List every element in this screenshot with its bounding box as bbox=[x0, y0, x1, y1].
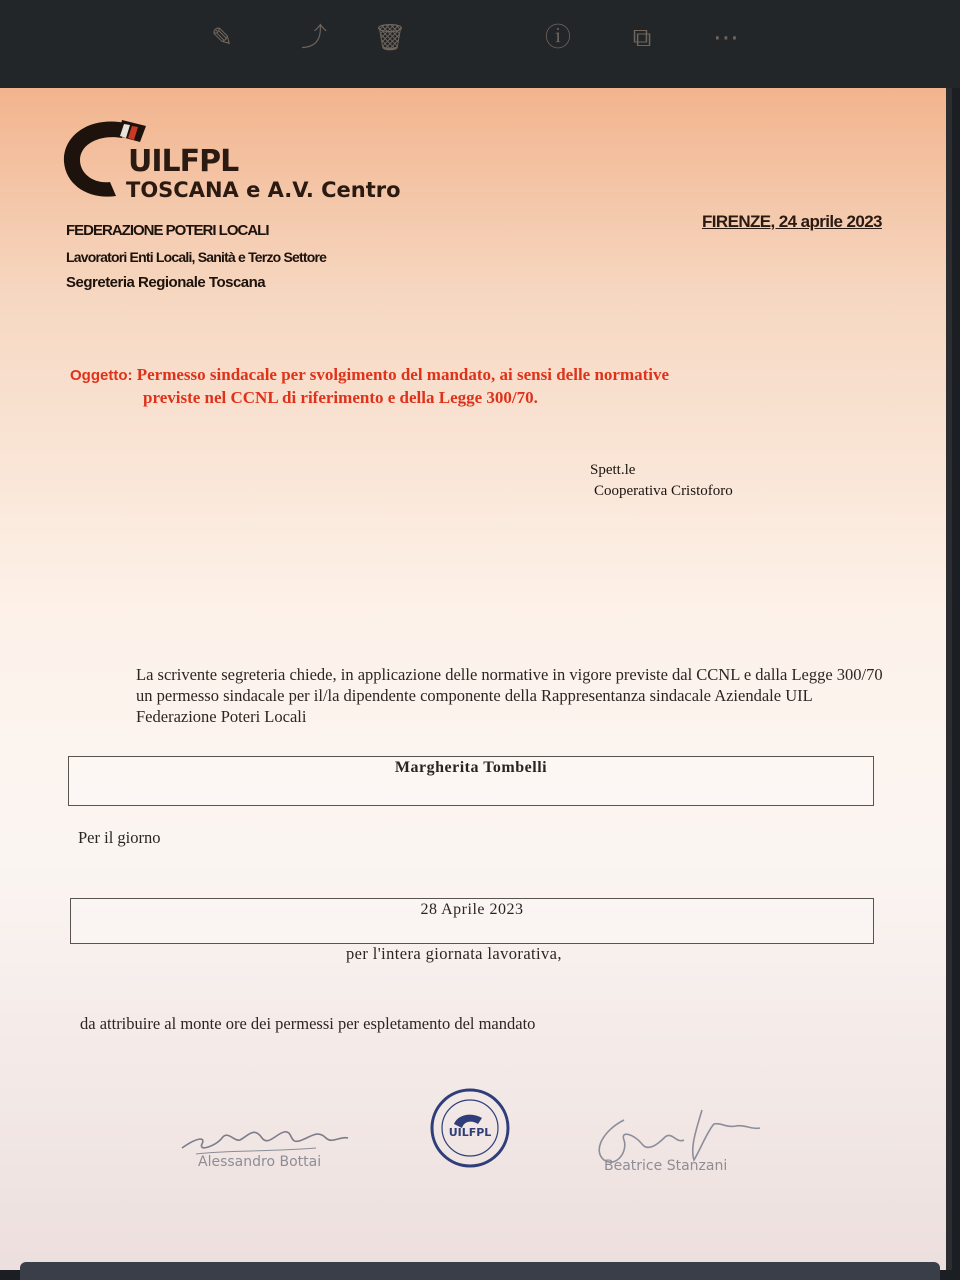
left-signer-name: Alessandro Bottai bbox=[198, 1154, 322, 1170]
letter-date: FIRENZE, 24 aprile 2023 bbox=[702, 212, 882, 231]
attribution-text: da attribuire al monte ore dei permessi per espletamento del mandato bbox=[80, 1014, 536, 1033]
full-day-text: per l'intera giornata lavorativa, bbox=[346, 944, 562, 963]
subject-label: Oggetto: bbox=[70, 367, 133, 384]
federation-secretariat: Segreteria Regionale Toscana bbox=[66, 274, 266, 291]
recipient-name: Cooperativa Cristoforo bbox=[594, 483, 733, 499]
edit-icon[interactable]: ✎ bbox=[211, 23, 233, 53]
employee-name-box bbox=[68, 756, 874, 806]
permit-date: 28 Aprile 2023 bbox=[420, 901, 524, 918]
recipient-salutation: Spett.le bbox=[590, 462, 636, 478]
share-icon[interactable]: ⤴ bbox=[300, 23, 327, 53]
federation-workers: Lavoratori Enti Locali, Sanità e Terzo Settore bbox=[66, 249, 327, 265]
federation-block bbox=[66, 218, 326, 296]
subject-line-1: Permesso sindacale per svolgimento del mandato, ai sensi delle normative bbox=[136, 365, 670, 384]
logo-text: UILFPL bbox=[128, 144, 239, 179]
logo-region: TOSCANA e A.V. Centro bbox=[126, 178, 401, 202]
subject-line-2: previste nel CCNL di riferimento e della Legge 300/70. bbox=[143, 388, 538, 407]
viewer-bottom-bar bbox=[20, 1262, 940, 1280]
stamp-text: UILFPL bbox=[448, 1126, 492, 1139]
employee-name: Margherita Tombelli bbox=[394, 759, 548, 776]
body-paragraph bbox=[76, 664, 888, 727]
permit-date-box bbox=[70, 898, 874, 944]
info-icon[interactable]: ⓘ bbox=[544, 23, 571, 53]
union-logo bbox=[60, 110, 401, 210]
recipient-block bbox=[590, 460, 733, 502]
crop-icon[interactable]: ⧉ bbox=[632, 23, 652, 53]
federation-name: FEDERAZIONE POTERI LOCALI bbox=[66, 222, 269, 239]
viewer-toolbar bbox=[0, 0, 960, 88]
more-icon[interactable]: ⋯ bbox=[713, 23, 739, 53]
per-il-giorno-label: Per il giorno bbox=[78, 828, 161, 847]
right-signer-name: Beatrice Stanzani bbox=[604, 1158, 728, 1174]
delete-icon[interactable]: 🗑 bbox=[373, 23, 407, 53]
subject-block bbox=[70, 364, 830, 409]
request-text: La scrivente segreteria chiede, in applicazione delle normative in vigore previste dal CCNL e dalla Legge 300/70 un permesso sindacale per il/la dipendente componente della Rappresentanza sindacale Aziendale UIL Federazione Poteri Locali bbox=[136, 665, 883, 726]
union-stamp-icon bbox=[428, 1086, 512, 1170]
